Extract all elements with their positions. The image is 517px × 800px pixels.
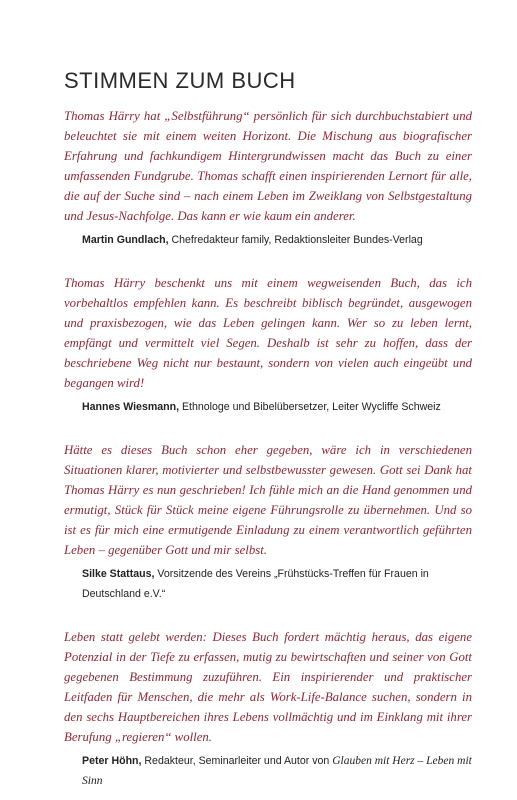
testimonial-attribution	[82, 397, 472, 417]
testimonial-4	[64, 627, 472, 791]
author-name: Martin Gundlach,	[82, 234, 169, 246]
book-title: Glauben mit Herz – Leben mit Sinn	[82, 755, 472, 787]
author-role: Redakteur, Seminarleiter und Autor von	[141, 755, 333, 767]
author-name: Peter Höhn,	[82, 755, 142, 767]
testimonial-quote: Hätte es dieses Buch schon eher gegeben, wäre ich in verschiedenen Situationen klarer, motivierter und selbstbewusster gewesen. Gott sei Dank hat Thomas Härry es nun geschrieben! Ich fühle mich an die Hand genommen und ermutigt, Stück für Stück meine eigene Führungsrolle zu übernehmen. Und so ist es für mich eine ermutigende Einladung zu einem verantwortlich geführten Leben – gegenüber Gott und mir selbst.	[64, 443, 472, 557]
author-name: Hannes Wiesmann,	[82, 401, 180, 413]
author-role: Ethnologe und Bibelübersetzer, Leiter Wycliffe Schweiz	[179, 401, 441, 413]
testimonial-quote: Thomas Härry beschenkt uns mit einem wegweisenden Buch, das ich vorbehaltlos empfehlen kann. Es beschreibt biblisch begründet, ausgewogen und praxisbezogen, wie das Leben gelingen kann. Wer so zu leben lernt, empfängt und vermittelt viel Segen. Deshalb ist sehr zu hoffen, dass der beschriebene Weg nicht nur bestaunt, sondern von vielen auch eingeübt und begangen wird!	[64, 276, 472, 390]
testimonial-1	[64, 106, 472, 250]
testimonial-attribution	[82, 564, 472, 604]
page-heading: STIMMEN ZUM BUCH	[64, 68, 296, 93]
author-name: Silke Stattaus,	[82, 568, 155, 580]
testimonial-3	[64, 440, 472, 604]
testimonial-attribution	[82, 230, 472, 250]
author-role: Vorsitzende des Vereins „Frühstücks-Treffen für Frauen in Deutschland e.V.“	[82, 568, 429, 600]
testimonial-quote: Leben statt gelebt werden: Dieses Buch fordert mächtig heraus, das eigene Potenzial in der Tiefe zu erfassen, mutig zu bewirtschaften und seiner von Gott gegebenen Bestimmung zuzuführen. Ein inspirierender und praktischer Leitfaden für Menschen, die mehr als Work-Life-Balance suchen, sondern in den sechs Hauptbereichen ihres Lebens vollmächtig und im Einklang mit ihrer Berufung „regieren“ wollen.	[64, 630, 472, 744]
testimonial-2	[64, 273, 472, 417]
testimonial-quote: Thomas Härry hat „Selbstführung“ persönlich für sich durchbuchstabiert und beleuchtet sie mit einem weiten Horizont. Die Mischung aus biografischer Erfahrung und fachkundigem Hintergrundwissen macht das Buch zu einer umfassenden Fundgrube. Thomas schafft einen inspirierenden Lernort für alle, die auf der Suche sind – nach einem Leben im Zweiklang von Selbstgestaltung und Jesus-Nachfolge. Das kann er wie kaum ein anderer.	[64, 109, 472, 223]
author-role: Chefredakteur family, Redaktionsleiter Bundes-Verlag	[168, 234, 423, 246]
testimonial-attribution	[82, 751, 472, 791]
